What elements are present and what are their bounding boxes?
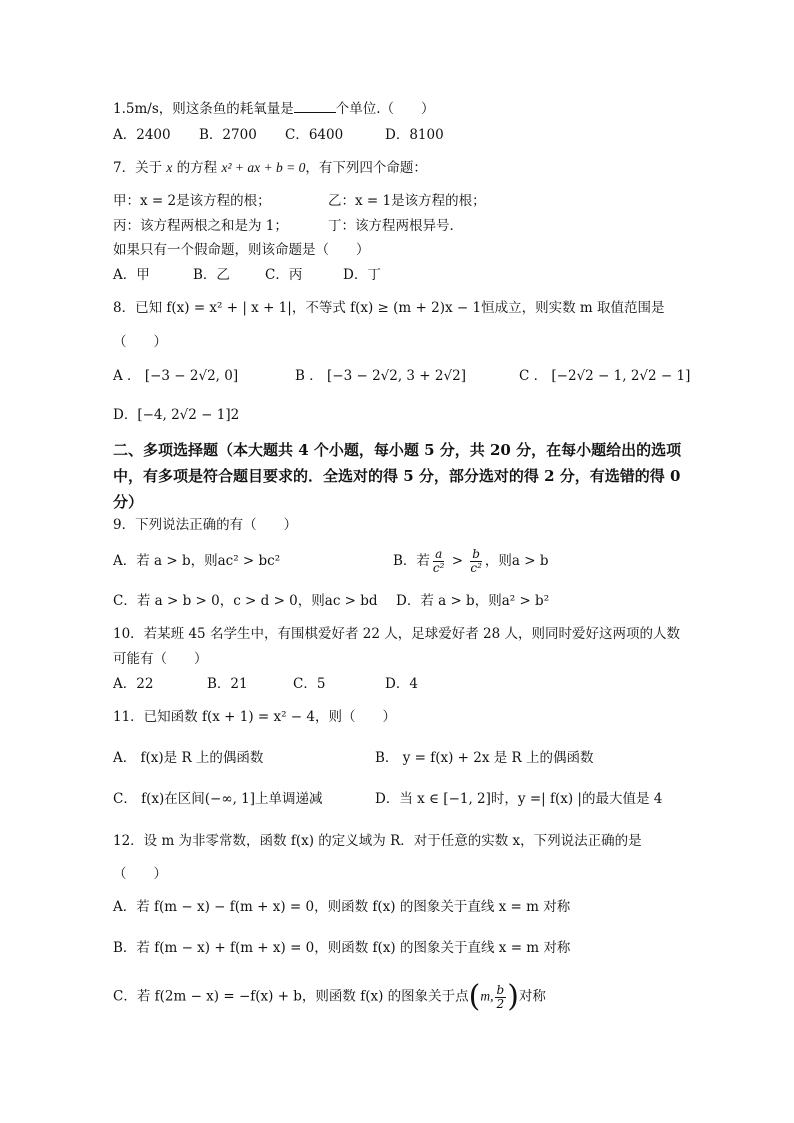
q7-prop-jia: 甲：x = 2是该方程的根； — [113, 193, 271, 209]
q7-option-b: B．乙 — [193, 267, 230, 283]
q10-stem-line2: 可能有（ ） — [113, 651, 208, 667]
q9-stem: 9．下列说法正确的有（ ） — [113, 517, 298, 533]
q9-option-a: A．若 a > b，则ac² > bc² — [113, 553, 281, 569]
q9-option-d: D．若 a > b，则a² > b² — [396, 593, 550, 609]
q6-stem: 1.5m/s，则这条鱼的耗氧量是 个单位.（ ） — [113, 101, 435, 117]
q7-options — [113, 266, 381, 284]
q7-condition: 如果只有一个假命题，则该命题是（ ） — [113, 242, 370, 258]
q8-paren: （ ） — [113, 334, 167, 350]
fraction: $\frac{b}{\text{c²}}$ — [470, 547, 482, 575]
q11-options-row2 — [113, 790, 662, 808]
q10-option-b: B．21 — [207, 676, 248, 692]
q11-stem: 11．已知函数 f(x + 1) = x² − 4，则（ ） — [113, 709, 396, 725]
q8-option-a: A ． [−3 − 2√2, 0] — [113, 368, 239, 384]
q12-paren: （ ） — [113, 866, 167, 882]
q6-option-c: C．6400 — [285, 127, 344, 143]
q12-stem: 12．设 m 为非零常数，函数 f(x) 的定义域为 R．对于任意的实数 x，下列说法正确的是 — [113, 833, 642, 849]
q7-props-row2 — [113, 217, 463, 235]
fraction: $\frac{b}{2}$ — [496, 982, 505, 1011]
q9-options-row2 — [113, 592, 549, 610]
q11-options-row1 — [113, 749, 594, 767]
q8-option-d: D．[−4, 2√2 − 1]2 — [113, 407, 240, 423]
q9-option-c: C．若 a > b > 0，c > d > 0，则ac > bd — [113, 593, 378, 609]
q9-option-b: B．若 $\frac{a}{\text{c²}}$ > $\frac{b}{\text{c²}}$ ，则a > b — [393, 547, 549, 575]
q9-options-row1 — [113, 548, 548, 575]
q11-option-d: D．当 x ∈ [−1, 2]时，y =| f(x) |的最大值是 4 — [375, 791, 663, 807]
q12-option-b: B．若 f(m − x) + f(m + x) = 0，则函数 f(x) 的图象关于直线 x = m 对称 — [113, 940, 571, 956]
q7-option-d: D．丁 — [343, 267, 381, 283]
q8-option-c: C ． [−2√2 − 1, 2√2 − 1] — [519, 368, 691, 384]
q7-option-c: C．丙 — [265, 267, 303, 283]
q7-option-a: A．甲 — [113, 267, 150, 283]
q10-option-d: D．4 — [385, 676, 418, 692]
q7-prop-bing: 丙：该方程两根之和是为 1； — [113, 218, 288, 234]
q8-option-b: B ． [−3 − 2√2, 3 + 2√2] — [295, 368, 466, 384]
q6-options — [113, 126, 444, 144]
q6-option-b: B．2700 — [199, 127, 257, 143]
q12-option-c: C．若 f(2m − x) = −f(x) + b，则函数 f(x) 的图象关于点(m, $\frac{b}{2}$ )对称 — [113, 979, 546, 1014]
answer-blank — [294, 100, 336, 113]
q10-option-a: A．22 — [113, 676, 154, 692]
q7-prop-ding: 丁：该方程两根异号． — [328, 218, 463, 234]
q10-stem-line1: 10．若某班 45 名学生中，有围棋爱好者 22 人，足球爱好者 28 人，则同时爱好这两项的人数 — [113, 626, 680, 642]
q8-options-row — [113, 367, 690, 385]
q6-option-a: A．2400 — [113, 127, 171, 143]
q7-prop-yi: 乙：x = 1是该方程的根； — [328, 193, 486, 209]
q7-props-row1 — [113, 192, 486, 210]
q12-option-a: A．若 f(m − x) − f(m + x) = 0，则函数 f(x) 的图象关于直线 x = m 对称 — [113, 899, 571, 915]
q11-option-a: A． f(x)是 R 上的偶函数 — [113, 750, 264, 766]
fraction: $\frac{a}{\text{c²}}$ — [432, 547, 445, 575]
q6-option-d: D．8100 — [385, 127, 444, 143]
q11-option-b: B． y = f(x) + 2x 是 R 上的偶函数 — [375, 750, 594, 766]
q8-stem: 8．已知 f(x) = x² + | x + 1|，不等式 f(x) ≥ (m + 2)x − 1恒成立，则实数 m 取值范围是 — [113, 300, 665, 316]
section-heading: 二、多项选择题（本大题共 4 个小题，每小题 5 分，共 20 分，在每小题给出的选项中，有多项是符合题目要求的．全选对的得 5 分，部分选对的得 2 分，有选错的得 0 分） — [113, 441, 682, 511]
q11-option-c: C． f(x)在区间(−∞, 1]上单调递减 — [113, 791, 323, 807]
q7-stem: 7．关于 x 的方程 x² + ax + b = 0，有下列四个命题： — [113, 160, 427, 176]
q10-options — [113, 675, 418, 693]
q10-option-c: C．5 — [293, 676, 326, 692]
